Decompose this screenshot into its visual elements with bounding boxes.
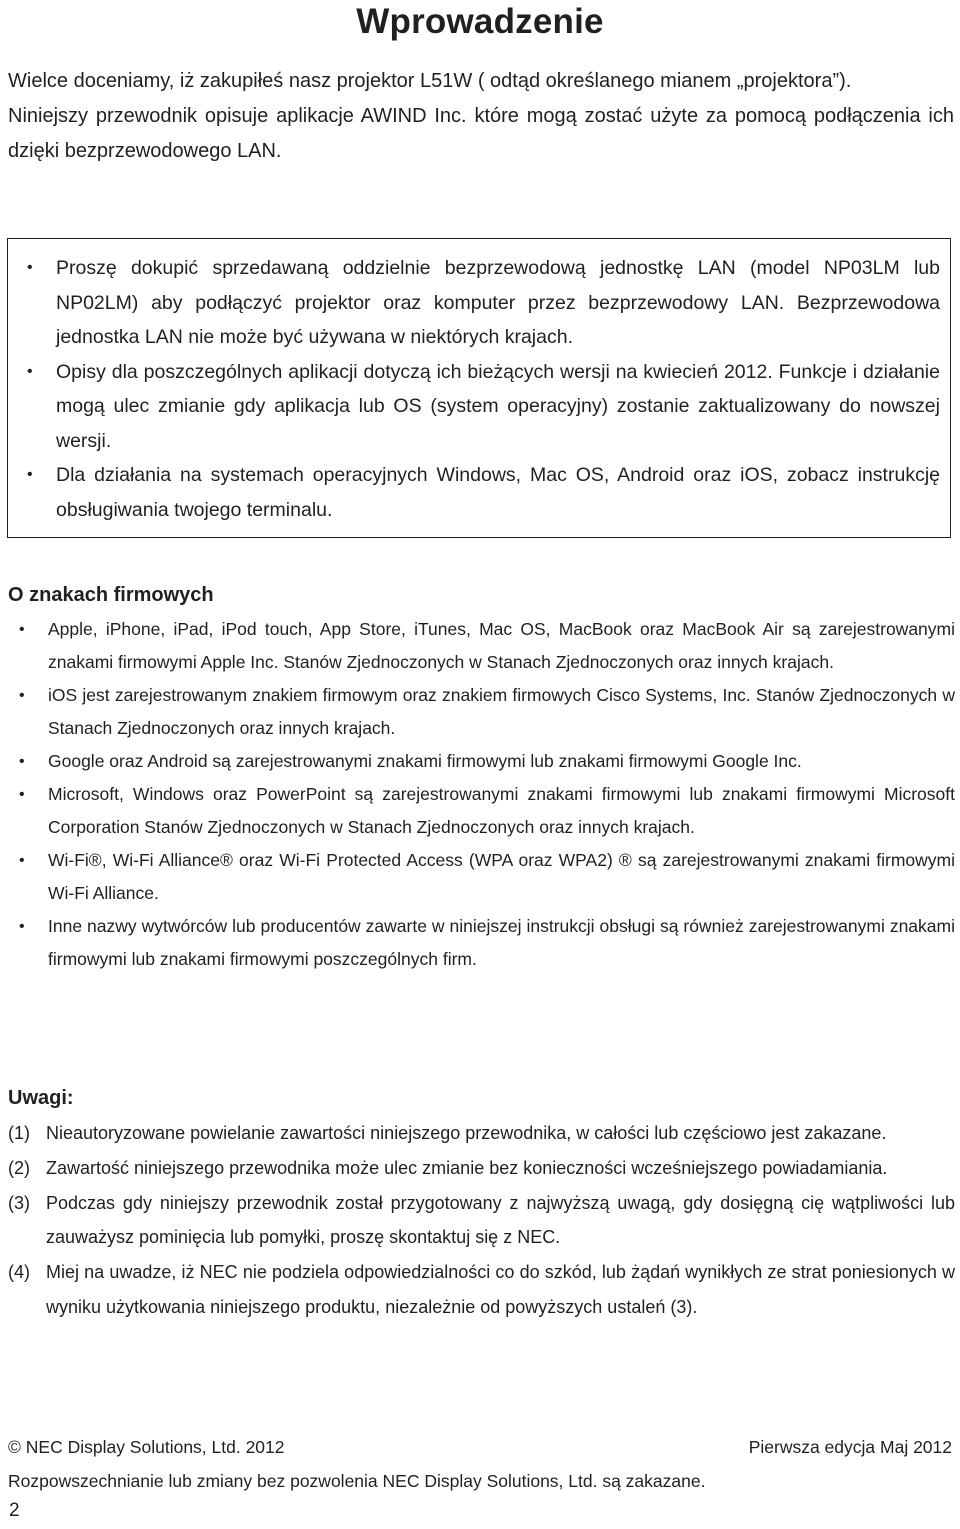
- list-item: [10, 458, 940, 527]
- trademarks-heading: O znakach firmowych: [8, 584, 214, 606]
- list-item-text: Opisy dla poszczególnych aplikacji dotyczą ich bieżących wersji na kwiecień 2012. Funkcje i działanie mogą ulec zmianie gdy aplikacja lub OS (system operacyjny) zostanie zaktualizowany do nowszej wersji.: [56, 360, 940, 452]
- note-number: (4): [8, 1262, 30, 1283]
- note-item: [8, 1151, 955, 1186]
- list-item-text: Apple, iPhone, iPad, iPod touch, App Store, iTunes, Mac OS, MacBook oraz MacBook Air są zarejestrowanymi znakami firmowymi Apple Inc. Stanów Zjednoczonych w Stanach Zjednoczonych oraz innych krajach.: [48, 619, 955, 672]
- list-item-text: Wi-Fi®, Wi-Fi Alliance® oraz Wi-Fi Protected Access (WPA oraz WPA2) ® są zarejestrowanymi znakami firmowymi Wi-Fi Alliance.: [48, 850, 955, 903]
- list-item: [10, 251, 940, 355]
- footer-row: [8, 1430, 952, 1464]
- intro-paragraph: Niniejszy przewodnik opisuje aplikacje AWIND Inc. które mogą zostać użyte za pomocą podłączenia ich dzięki bezprzewodowego LAN.: [8, 105, 954, 162]
- distribution-notice: Rozpowszechnianie lub zmiany bez pozwolenia NEC Display Solutions, Ltd. są zakazane.: [8, 1471, 706, 1491]
- list-item: [10, 355, 940, 459]
- bullet-icon: •: [27, 362, 33, 380]
- note-text: Podczas gdy niniejszy przewodnik został przygotowany z najwyższą uwagą, gdy dosięgną cię wątpliwości lub zauważysz pominięcia lub pomyłki, proszę skontaktuj się z NEC.: [46, 1192, 955, 1248]
- intro-section: [8, 64, 954, 169]
- bullet-icon: •: [27, 259, 33, 276]
- notice-box: [7, 238, 951, 538]
- bullet-icon: •: [27, 466, 33, 483]
- page-number: 2: [9, 1500, 20, 1521]
- footer: [8, 1430, 952, 1498]
- note-item: [8, 1255, 955, 1325]
- note-number: (3): [8, 1192, 30, 1213]
- note-number: (1): [8, 1123, 30, 1143]
- notes-heading: Uwagi:: [8, 1087, 74, 1109]
- bullet-icon: •: [19, 786, 25, 803]
- list-item-text: Inne nazwy wytwórców lub producentów zawarte w niniejszej instrukcji obsługi są również zarejestrowanymi znakami firmowymi lub znakami firmowymi poszczególnych firm.: [48, 916, 955, 969]
- bullet-icon: •: [19, 918, 25, 935]
- note-item: [8, 1186, 955, 1256]
- list-item: [2, 745, 955, 778]
- copyright-text: © NEC Display Solutions, Ltd. 2012: [8, 1437, 285, 1457]
- list-item: [2, 844, 955, 910]
- note-text: Zawartość niniejszego przewodnika może ulec zmianie bez konieczności wcześniejszego powiadamiania.: [46, 1157, 888, 1178]
- bullet-icon: •: [19, 687, 25, 704]
- trademarks-list: [2, 613, 955, 976]
- page-title: Wprowadzenie: [356, 2, 604, 41]
- bullet-icon: •: [19, 621, 25, 638]
- note-text: Miej na uwadze, iż NEC nie podziela odpowiedzialności co do szkód, lub żądań wynikłych ze strat poniesionych w wyniku użytkowania niniejszego produktu, niezależnie od powyższych ustaleń (3).: [46, 1262, 955, 1317]
- list-item-text: Dla działania na systemach operacyjnych Windows, Mac OS, Android oraz iOS, zobacz instrukcję obsługiwania twojego terminalu.: [56, 464, 940, 521]
- list-item-text: Microsoft, Windows oraz PowerPoint są zarejestrowanymi znakami firmowymi lub znakami firmowymi Microsoft Corporation Stanów Zjednoczonych w Stanach Zjednoczonych oraz innych krajach.: [48, 784, 955, 837]
- list-item: [2, 613, 955, 679]
- notice-list: [10, 251, 940, 527]
- notes-list: [8, 1116, 955, 1325]
- intro-paragraph: Wielce doceniamy, iż zakupiłeś nasz projektor L51W ( odtąd określanego mianem „projektora”).: [8, 70, 852, 92]
- bullet-icon: •: [19, 852, 25, 869]
- note-number: (2): [8, 1157, 30, 1178]
- edition-text: Pierwsza edycja Maj 2012: [748, 1437, 952, 1457]
- list-item-text: Google oraz Android są zarejestrowanymi znakami firmowymi lub znakami firmowymi Google Inc.: [48, 751, 802, 771]
- list-item-text: Proszę dokupić sprzedawaną oddzielnie bezprzewodową jednostkę LAN (model NP03LM lub NP02LM) aby podłączyć projektor oraz komputer przez bezprzewodowy LAN. Bezprzewodowa jednostka LAN nie może być używana w niektórych krajach.: [56, 257, 940, 348]
- note-item: [8, 1116, 955, 1151]
- list-item: [2, 910, 955, 976]
- bullet-icon: •: [19, 753, 25, 770]
- list-item: [2, 679, 955, 745]
- list-item-text: iOS jest zarejestrowanym znakiem firmowym oraz znakiem firmowych Cisco Systems, Inc. Stanów Zjednoczonych w Stanach Zjednoczonych oraz innych krajach.: [48, 685, 955, 738]
- list-item: [2, 778, 955, 844]
- note-text: Nieautoryzowane powielanie zawartości niniejszego przewodnika, w całości lub częściowo jest zakazane.: [46, 1123, 887, 1143]
